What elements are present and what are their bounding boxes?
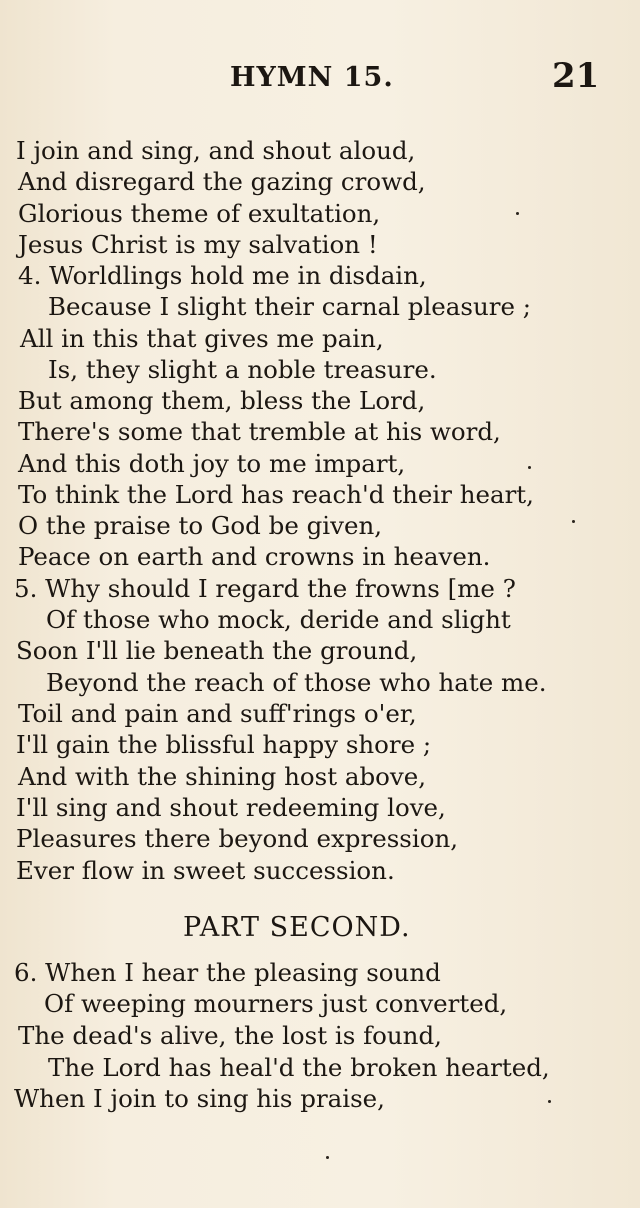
verse-line: The Lord has heal'd the broken hearted, (48, 1053, 550, 1082)
verse-line: I'll sing and shout redeeming love, (16, 793, 446, 822)
ink-speck (572, 520, 575, 523)
part-second-heading: PART SECOND. (183, 912, 411, 943)
verse-line: Because I slight their carnal pleasure ; (48, 292, 532, 321)
ink-speck (548, 1100, 551, 1103)
verse-line: The dead's alive, the lost is found, (18, 1021, 442, 1050)
verse-line: 4. Worldlings hold me in disdain, (18, 261, 427, 290)
verse-line: Is, they slight a noble treasure. (48, 355, 437, 384)
verse-line: And disregard the gazing crowd, (18, 167, 426, 196)
verse-line: Beyond the reach of those who hate me. (46, 668, 547, 697)
verse-line: 6. When I hear the pleasing sound (14, 958, 441, 987)
verse-line: 5. Why should I regard the frowns [me ? (14, 574, 516, 603)
verse-line: And with the shining host above, (18, 762, 427, 791)
verse-line: But among them, bless the Lord, (18, 386, 426, 415)
verse-line: Pleasures there beyond expression, (16, 824, 459, 853)
verse-line: Peace on earth and crowns in heaven. (18, 542, 491, 571)
verse-line: Soon I'll lie beneath the ground, (16, 636, 418, 665)
verse-line: I join and sing, and shout aloud, (16, 136, 416, 165)
verse-line: Of those who mock, deride and slight (46, 605, 511, 634)
verse-line: O the praise to God be given, (18, 511, 383, 540)
verse-line: Of weeping mourners just converted, (44, 989, 508, 1018)
ink-speck (516, 212, 519, 215)
verse-line: There's some that tremble at his word, (18, 417, 501, 446)
page-number: 21 (552, 56, 600, 96)
verse-line: I'll gain the blissful happy shore ; (16, 730, 432, 759)
ink-speck (528, 466, 531, 469)
verse-line: Toil and pain and suff'rings o'er, (18, 699, 417, 728)
verse-line: To think the Lord has reach'd their heart, (18, 480, 534, 509)
verse-line: When I join to sing his praise, (14, 1084, 385, 1113)
verse-line: Jesus Christ is my salvation ! (18, 230, 378, 259)
verse-line: All in this that gives me pain, (20, 324, 384, 353)
ink-speck (326, 1156, 329, 1159)
verse-line: And this doth joy to me impart, (18, 449, 406, 478)
verse-line: Glorious theme of exultation, (18, 199, 381, 228)
hymn-title: HYMN 15. (230, 62, 394, 93)
verse-line: Ever flow in sweet succession. (16, 856, 395, 885)
